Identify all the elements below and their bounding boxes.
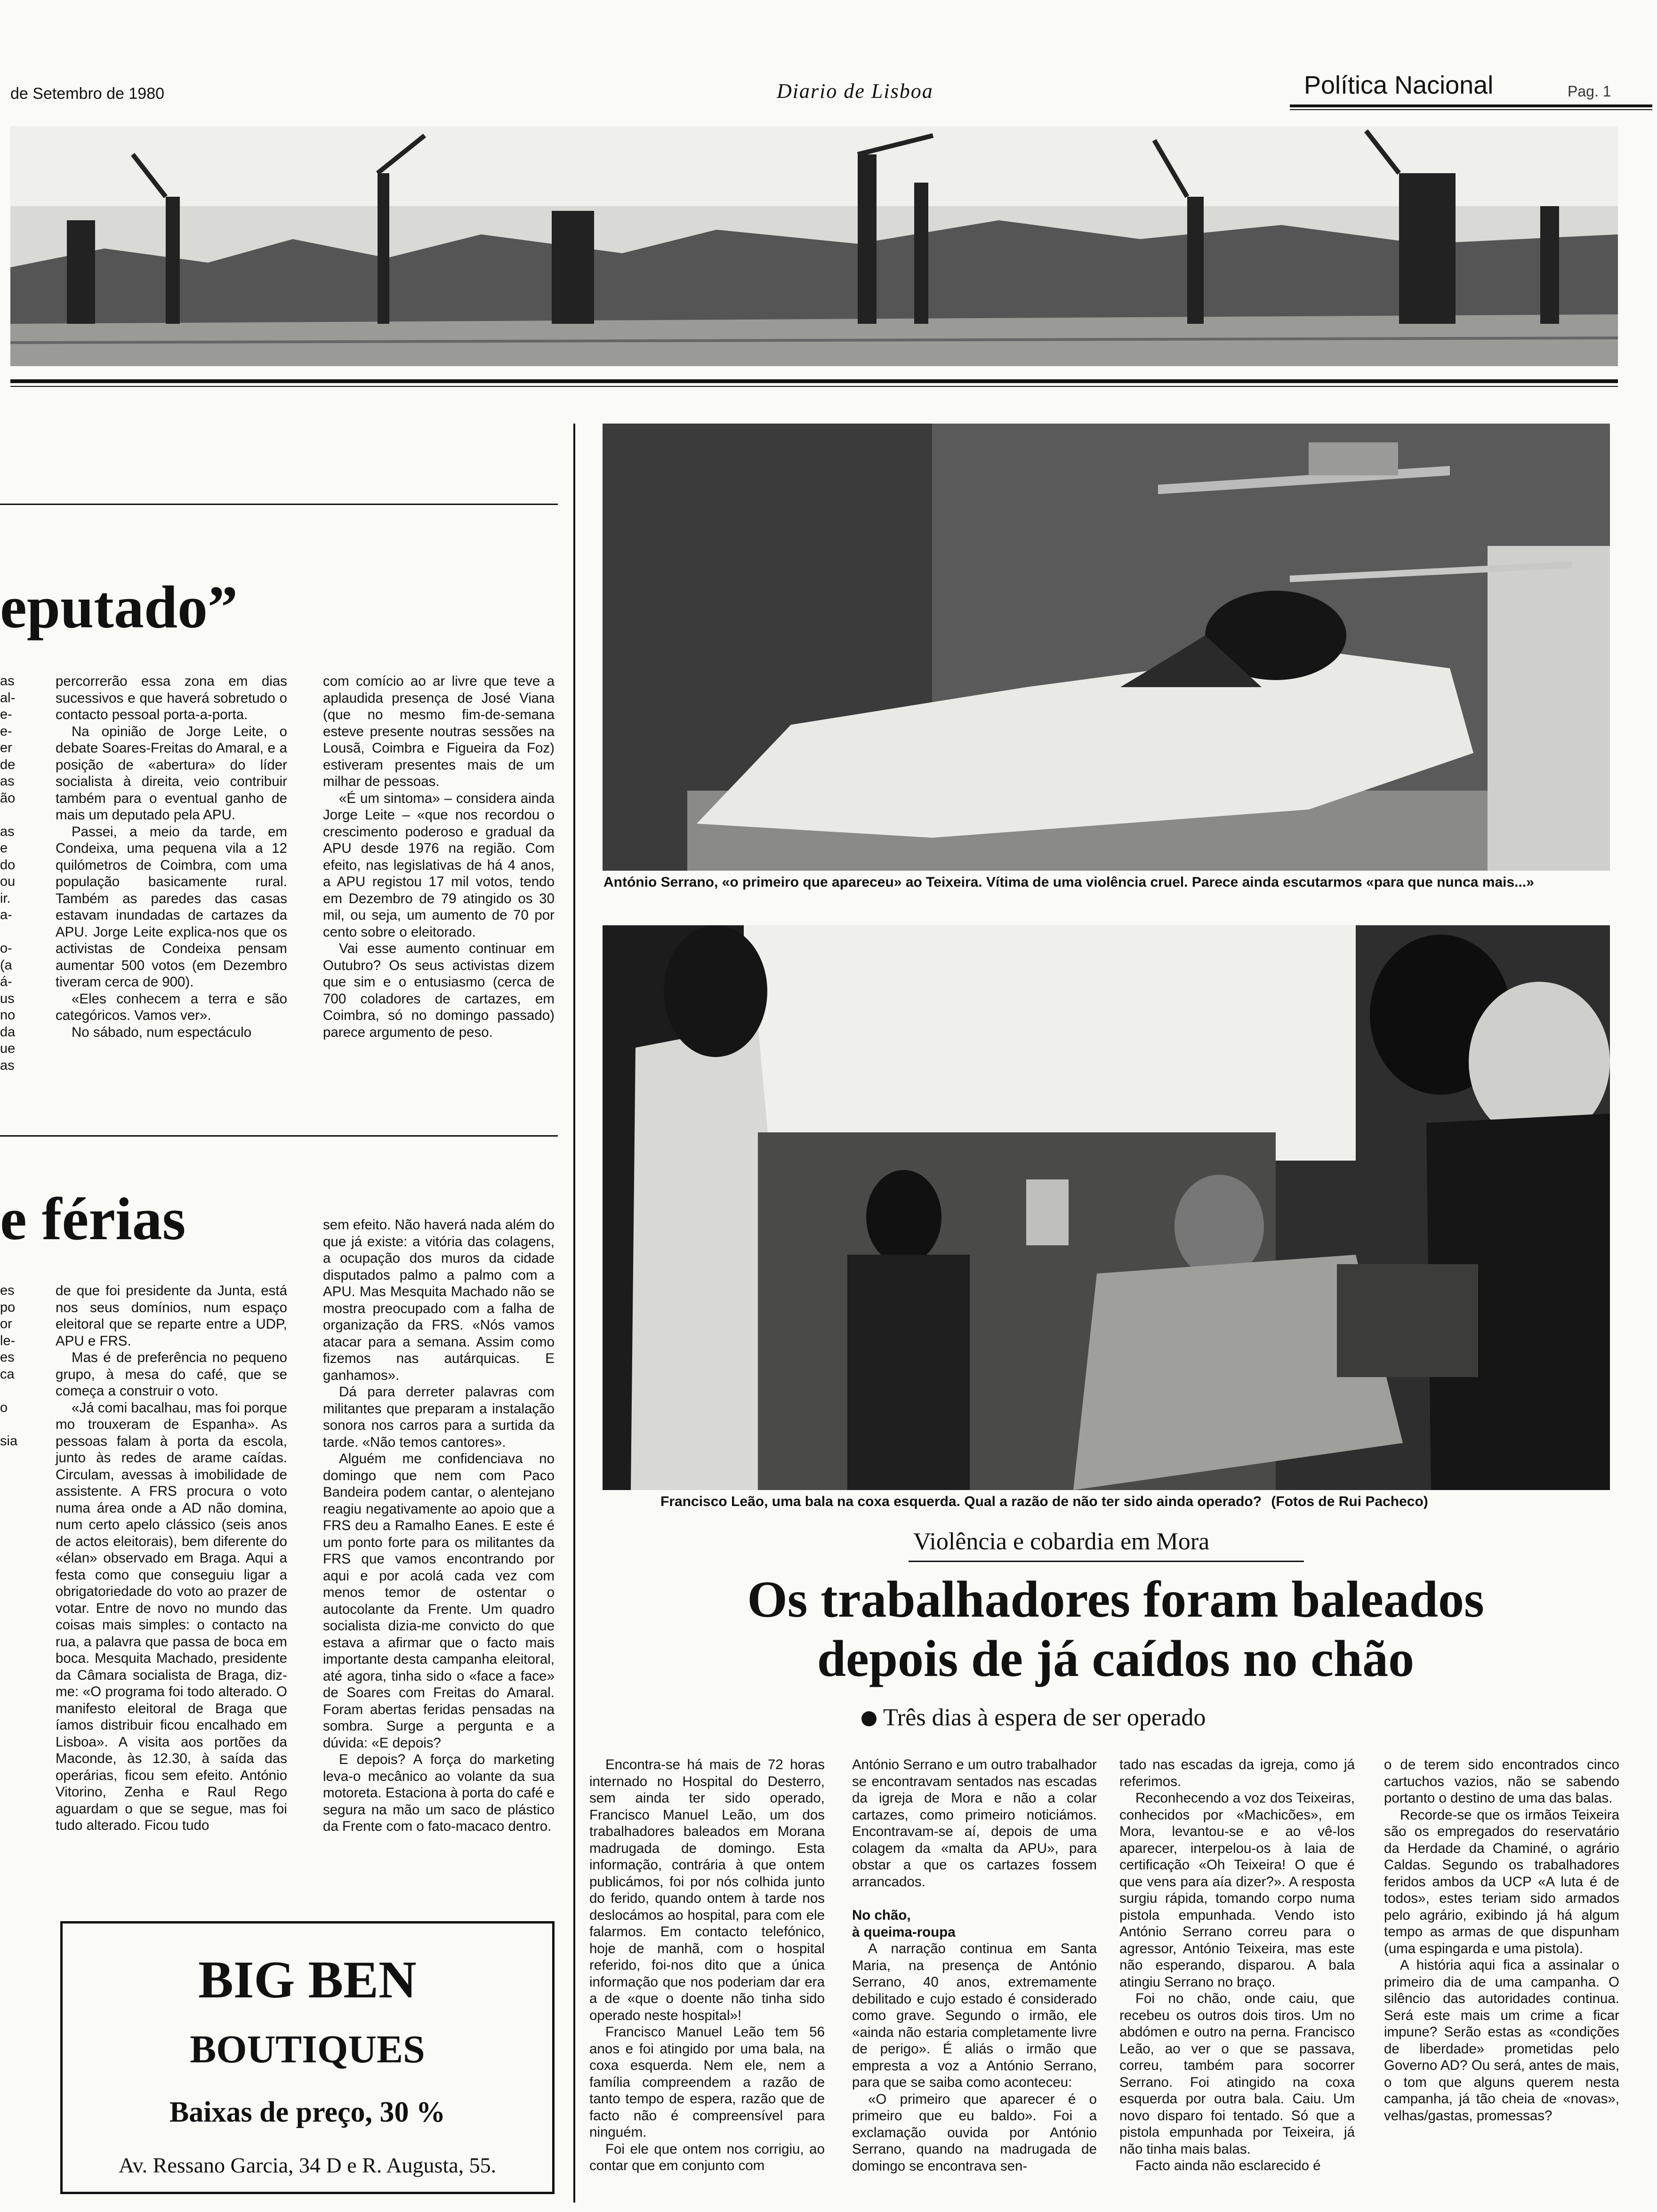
story-kicker: Violência e cobardia em Mora [913, 1528, 1210, 1555]
margin-fragment: as [0, 774, 15, 789]
margin-fragment: a- [0, 907, 12, 922]
margin-fragment: e- [0, 723, 12, 739]
masthead-section: Política Nacional [1304, 71, 1494, 99]
paragraph: Encontra-se há mais de 72 horas internado no Hospital do Desterro, sem ainda ter sido operado, Francisco Manuel Leão, um dos trabalhadores baleados em Morana madrugada de domingo. Esta informação, contrária à que ontem publicámos, foi por nós colhida junto do ferido, quando ontem à tarde nos deslocámos ao hospital, para com ele falarmos. Em contacto telefónico, hoje de manhã, com o hospital referido, foi-nos dito que a única informação que nos poderiam dar era a de «que o doente não tinha sido operado neste hospital»! [589, 1757, 825, 2023]
paragraph: E depois? A força do marketing leva-o mecânico ao volante da sua motoreta. Estaciona à porta do café e segura na mão um saco de plástico da Frente com o fato-macaco dentro. [323, 1752, 555, 1834]
margin-fragment: as [0, 824, 15, 839]
margin-fragment: o- [0, 941, 12, 956]
paragraph: Vai esse aumento continuar em Outubro? Os seus activistas dizem que sim e o entusiasmo (cerca de 700 coladores de cartazes, em Coimbra, só no domingo passado) parece argumento de peso. [323, 941, 555, 1040]
margin-fragment: da [0, 1024, 16, 1040]
left-mid-story [0, 1186, 560, 1892]
margin-fragment: sia [0, 1433, 18, 1449]
left-mid-col2 [323, 1217, 555, 1835]
margin-fragment: (a [0, 957, 12, 973]
margin-fragment: es [0, 1350, 15, 1365]
ad-name: BIG BEN [198, 1951, 417, 2009]
big-ben-ad [60, 1921, 555, 2194]
paragraph: Dá para derreter palavras com militantes que preparam a instalação sonora nos carros para a surtida da tarde. «Não temos cantores». [323, 1384, 555, 1450]
left-mid-rule [0, 1135, 558, 1137]
left-top-col1 [56, 673, 287, 1041]
margin-fragment: po [0, 1299, 16, 1315]
masthead-paper: Diario de Lisboa [777, 80, 933, 103]
paragraph: Alguém me confidenciava no domingo que nem com Paco Bandeira podem cantar, o alentejano reagiu negativamente ao apoio que a FRS deu a Ramalho Eanes. E este é um ponto forte para os militantes da FRS que vamos encontrando por aqui e por acolá cada vez com menos temor de ostentar o autocolante da Frente. Um quadro socialista dizia-me convicto do que estava a afirmar que o facto mais importante desta campanha eleitoral, até agora, tinha sido o «face a face» de Soares com Freitas do Amaral. Foram abertas feridas pensadas na sombra. Surge a pergunta e a dúvida: «E depois? [323, 1451, 555, 1751]
margin-fragment: le- [0, 1333, 16, 1348]
masthead-date: de Setembro de 1980 [10, 85, 165, 103]
headline-fragment: e férias [0, 1186, 186, 1252]
margin-fragment: ou [0, 874, 16, 889]
margin-fragment: ão [0, 790, 16, 806]
margin-fragment: e [0, 841, 8, 856]
paragraph: com comício ao ar livre que teve a aplaudida presença de José Viana (que no mesmo fim-de-semana esteve presente noutras sessões na Lousã, Coimbra e Figueira da Foz) estiveram presentes mais de um milhar de pessoas. [323, 673, 555, 789]
story-subhead [861, 1704, 1206, 1731]
paragraph: percorrerão essa zona em dias sucessivos e que haverá sobretudo o contacto pessoal porta-a-porta. [56, 673, 287, 722]
margin-fragment: es [0, 1283, 15, 1298]
photo-caption-2 [660, 1493, 1610, 1511]
paragraph: sem efeito. Não haverá nada além do que já existe: a vitória das colagens, a ocupação dos muros da cidade disputados palmo a palmo com a APU. Mas Mesquita Machado não se mostra preocupado com a falha de organização da FRS. «Nós vamos atacar para a semana. Assim como fizemos nas autárquicas. E ganhamos». [323, 1217, 555, 1383]
margin-fragment: de [0, 757, 16, 772]
paragraph: Passei, a meio da tarde, em Condeixa, uma pequena vila a 12 quilómetros de Coimbra, com uma população basicamente rural. Também as paredes das casas estavam inundadas de cartazes da APU. Jorge Leite explica-nos que os activistas de Condeixa pensam aumentar 500 votos (em Dezembro tiveram cerca de 900). [56, 824, 287, 990]
margin-fragments [0, 673, 24, 1074]
margin-fragment: o [0, 1400, 8, 1415]
margin-fragment: er [0, 740, 12, 755]
paragraph: A história aqui fica a assinalar o primeiro dia de uma campanha. O silêncio das autoridades continua. Será este mais um crime a ficar impune? Serão estas as «condições de liberdade» prometidas pelo Governo AD? Ou será, antes de mais, o tom que alguns querem nesta campanha, já tão cheia de «novas», velhas/gastas, promessas? [1384, 1957, 1619, 2124]
panorama-rule-thin [10, 386, 1618, 387]
ad-type: BOUTIQUES [190, 2028, 425, 2071]
hospital-photo-serrano [603, 424, 1610, 871]
subhead: No chão, [852, 1907, 911, 1923]
left-top-rule [0, 504, 558, 505]
left-top-story [0, 504, 560, 1130]
margin-fragment: e- [0, 707, 12, 722]
story-col1 [589, 1756, 825, 2174]
masthead-rule-thin [1290, 109, 1652, 110]
margin-fragment: al- [0, 690, 16, 705]
paragraph: Reconhecendo a voz dos Teixeiras, conhecidos por «Machicões», em Mora, levantou-se e ao vê-los aparecer, interpelou-os à laia de certificação «Oh Teixeira! O que é que vens para aía dizer?». A resposta surgiu rápida, tomando corpo numa pistola empunhada. Vendo isto António Serrano correu para o agressor, António Teixeira, mas este não esperando, disparou. A bala atingiu Serrano no braço. [1119, 1790, 1355, 1990]
margin-fragment: do [0, 857, 16, 873]
panorama-rule [10, 379, 1618, 383]
paragraph: de que foi presidente da Junta, está nos seus domínios, num espaço eleitoral que se reparte entre a UDP, APU e FRS. [56, 1283, 287, 1349]
margin-fragment: as [0, 673, 15, 689]
photo-caption-1: António Serrano, «o primeiro que apareceu» ao Teixeira. Vítima de uma violência cruel. Parece ainda escutarmos «para que nunca mais...» [603, 874, 1534, 890]
paragraph: Francisco Manuel Leão tem 56 anos e foi atingido por uma bala, na coxa esquerda. Nem ele, nem a família compreendem a razão de tanto tempo de espera, razão que de facto não é compreensível para ninguém. [589, 2024, 825, 2140]
margin-fragment: ue [0, 1041, 16, 1056]
paragraph: Recorde-se que os irmãos Teixeira são os empregados do reservatário da Herdade da Chaminé, o agrário Caldas. Segundo os trabalhadores feridos ambos da UCP «A luta é de todos», estes teriam sido armados pelo agrário, exibindo já há algum tempo as armas de que dispunham (uma espingarda e uma pistola). [1384, 1807, 1619, 1956]
left-mid-col1 [56, 1282, 287, 1834]
kicker-rule [909, 1561, 1304, 1562]
paragraph: «Já comi bacalhau, mas foi porque mo trouxeram de Espanha». As pessoas falam à porta da escola, junto às redes de arame caídas. Circulam, avessas à imobilidade de assistente. A FRS procura o voto numa área onde a AD não domina, num certo apelo clássico (seis anos de actos eleitorais), bem diferente do «élan» observado em Braga. Aqui a festa como que conseguiu ligar a obrigatoriedade do voto ao prazer de votar. Entre de novo no mundo das coisas mais simples: o contacto na rua, a palavra que passa de boca em boca. Mesquita Machado, presidente da Câmara socialista de Braga, diz-me: «O programa foi todo alterado. O manifesto eleitoral de Braga que íamos distribuir ficou encalhado em Lisboa». A visita aos portões da Maconde, às 12.30, à saída das operárias, ficou sem efeito. António Vitorino, Zenha e Raul Rego aguardam o que se segue, mas foi tudo alterado. Ficou tudo [56, 1400, 287, 1833]
subhead: à queima-roupa [852, 1924, 956, 1940]
margin-fragment [0, 924, 24, 941]
hospital-photo-leao [603, 925, 1610, 1490]
margin-fragments [0, 1282, 24, 1450]
ad-offer: Baixas de preço, 30 % [169, 2096, 446, 2128]
margin-fragment: as [0, 1058, 15, 1073]
paragraph: Facto ainda não esclarecido é [1135, 2158, 1321, 2173]
margin-fragment: á- [0, 974, 12, 989]
margin-fragment [0, 1416, 24, 1433]
paragraph: No sábado, num espectáculo [72, 1024, 252, 1040]
margin-fragment: ca [0, 1366, 15, 1382]
paragraph: Foi ele que ontem nos corrigiu, ao contar que em conjunto com [589, 2141, 825, 2173]
paragraph: «Eles conhecem a terra e são categóricos. Vamos ver». [56, 991, 287, 1023]
paragraph: A narração continua em Santa Maria, na presença de António Serrano, 40 anos, extremamente debilitado e cujo estado é considerado como grave. Segundo o irmão, ele «ainda não estaria completamente livre de perigo». É aliás o irmão que empresta a voz a António Serrano, para que se saiba como aconteceu: [852, 1941, 1097, 2090]
margin-fragment: us [0, 991, 15, 1006]
paragraph: Foi no chão, onde caiu, que recebeu os outros dois tiros. Um no abdómen e outro na perna. Francisco Leão, ao ver o que se passava, correu, também para socorrer Serrano. Foi atingido na coxa esquerda por outra bala. Caiu. Um novo disparo foi tentado. Só que a pistola empunhada por Teixeira, já não tinha mais balas. [1119, 1991, 1355, 2157]
margin-fragment: or [0, 1316, 12, 1331]
margin-fragment: ir. [0, 890, 11, 906]
masthead-page: Pag. 1 [1568, 83, 1611, 100]
harbour-panorama-photo [10, 126, 1618, 366]
paragraph: o de terem sido encontrados cinco cartuchos vazios, não se sabendo portanto o destino de uma das balas. [1384, 1757, 1619, 1806]
paragraph: António Serrano e um outro trabalhador se encontravam sentados nas escadas da igreja de Mora e não a colar cartazes, como primeiro noticiámos. Encontravam-se aí, depois de uma colagem da «malta da APU», para obstar a que os cartazes fossem arrancados. [852, 1757, 1097, 1890]
ad-address: Av. Ressano Garcia, 34 D e R. Augusta, 55. [118, 2153, 497, 2177]
story-col4 [1384, 1756, 1619, 2124]
photo-credit: (Fotos de Rui Pacheco) [1271, 1494, 1428, 1509]
margin-fragment [0, 807, 24, 824]
paragraph: Mas é de preferência no pequeno grupo, à mesa do café, que se começa a construir o voto. [56, 1350, 287, 1399]
paragraph: «É um sintoma» – considera ainda Jorge Leite – «que nos recordou o crescimento poderoso e gradual da APU desde 1976 na região. Com efeito, nas legislativas de há 4 anos, a APU registou 17 mil votos, tendo em Dezembro de 79 atingido os 30 mil, ou seja, um aumento de 70 por cento sobre o eleitorado. [323, 790, 555, 940]
paragraph: tado nas escadas da igreja, como já referimos. [1119, 1757, 1355, 1789]
subhead-text: Três dias à espera de ser operado [883, 1704, 1206, 1731]
paragraph: «O primeiro que aparecer é o primeiro que eu baldo». Foi a exclamação ouvida por António Serrano, quando na madrugada de domingo se encontrava sen- [852, 2091, 1097, 2174]
masthead-rule [1290, 104, 1652, 107]
story-headline-line1: Os trabalhadores foram baleados [747, 1571, 1484, 1628]
story-col3 [1119, 1756, 1355, 2174]
story-headline-line2: depois de já caídos no chão [817, 1630, 1415, 1687]
bullet-icon [861, 1711, 877, 1726]
column-rule [573, 424, 575, 2203]
story-col2 [852, 1756, 1097, 2174]
margin-fragment: no [0, 1008, 16, 1023]
caption-2-text: Francisco Leão, uma bala na coxa esquerda. Qual a razão de não ter sido ainda operado? [660, 1494, 1262, 1509]
left-top-col2 [323, 673, 555, 1041]
margin-fragment [0, 1383, 24, 1400]
paragraph: Na opinião de Jorge Leite, o debate Soares-Freitas do Amaral, e a posição de «abertura» do líder socialista à direita, veio contribuir também para o eventual ganho de mais um deputado pela APU. [56, 723, 287, 823]
headline-fragment: eputado” [0, 574, 238, 641]
